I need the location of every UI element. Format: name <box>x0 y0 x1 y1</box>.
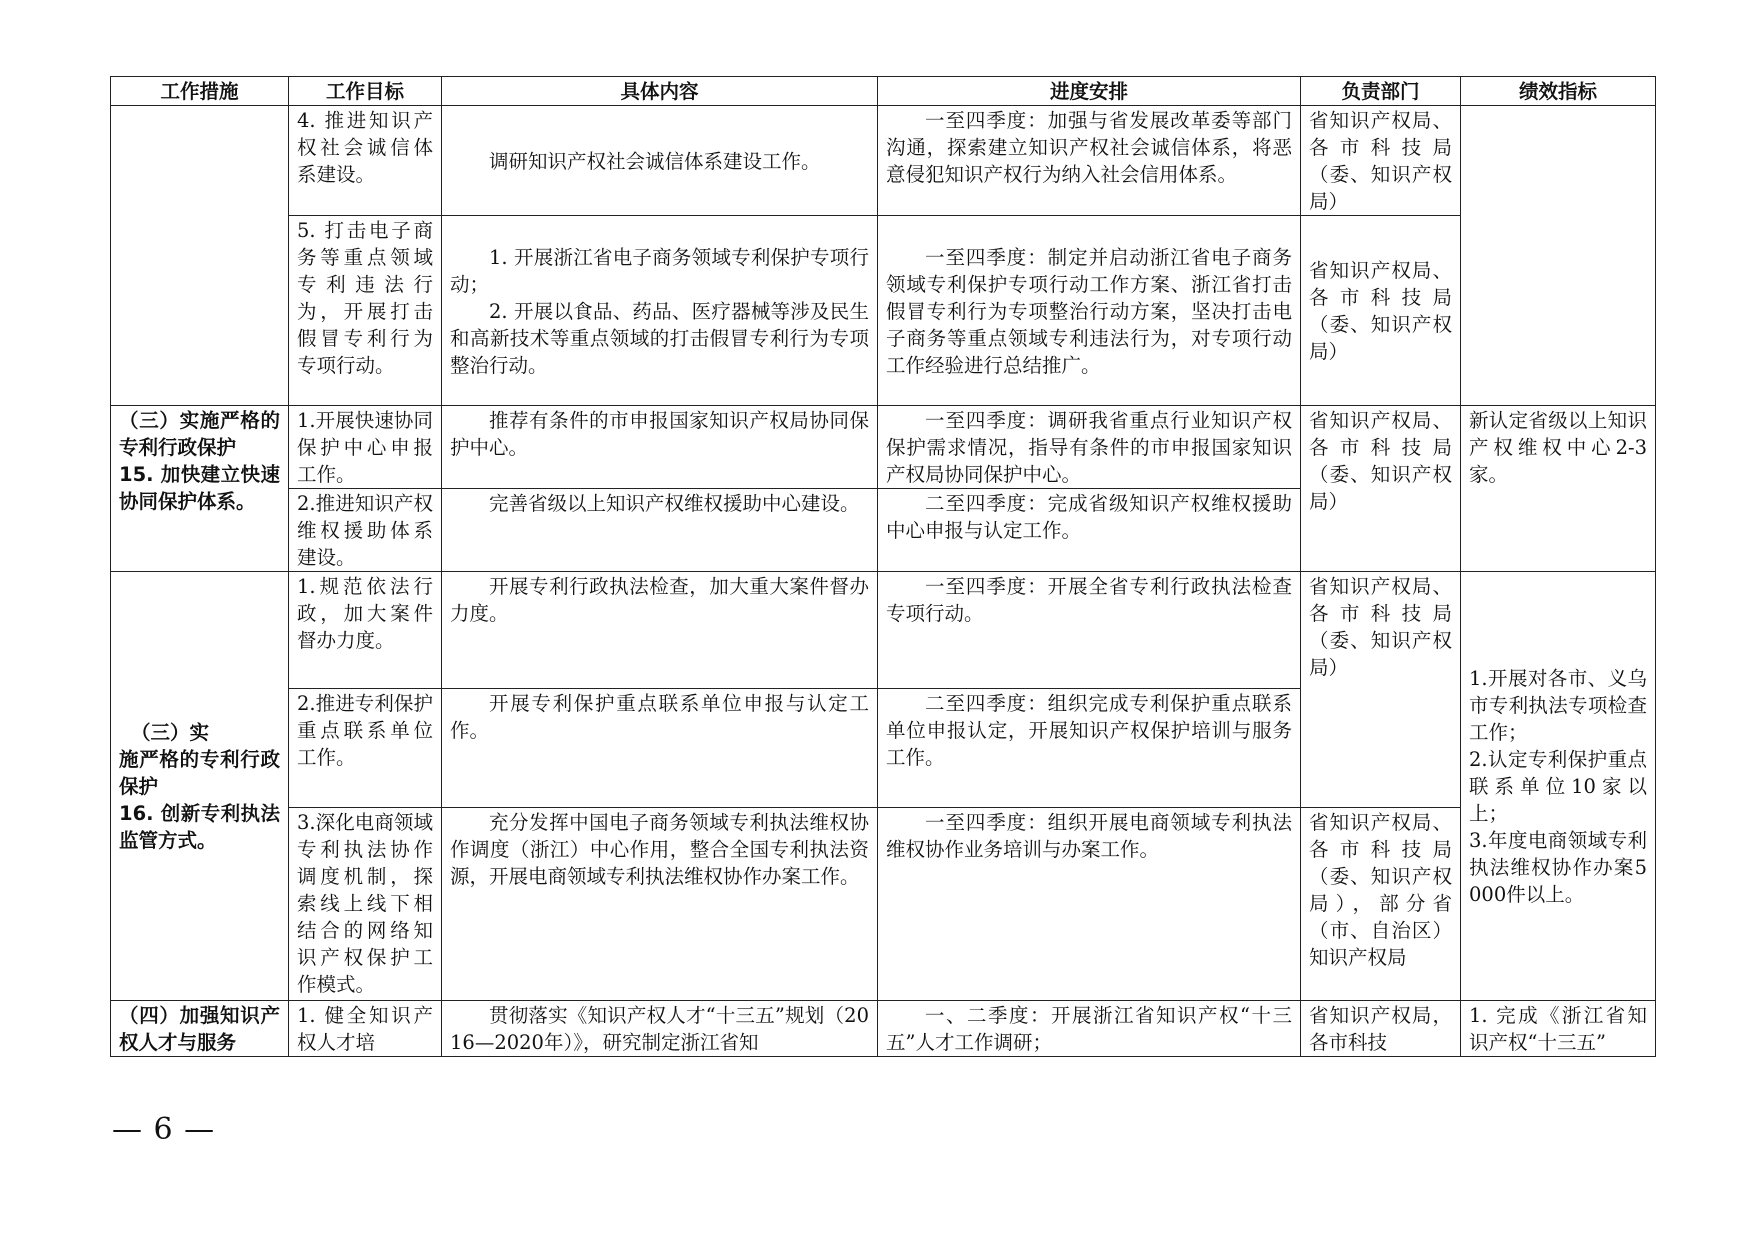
kpi-cell: 1. 完成《浙江省知识产权“十三五” <box>1461 1001 1656 1057</box>
schedule-cell: 一、二季度：开展浙江省知识产权“十三五”人才工作调研； <box>878 1001 1301 1057</box>
schedule-cell: 一至四季度：组织开展电商领域专利执法维权协作业务培训与办案工作。 <box>878 808 1301 1001</box>
goal-cell: 2.推进知识产权维权援助体系建设。 <box>289 489 442 572</box>
dept-cell: 省知识产权局，各市科技 <box>1301 1001 1461 1057</box>
content-cell: 开展专利行政执法检查，加大重大案件督办力度。 <box>442 572 878 689</box>
schedule-cell: 二至四季度：完成省级知识产权维权援助中心申报与认定工作。 <box>878 489 1301 572</box>
kpi-item: 2.认定专利保护重点联系单位10家以上； <box>1469 748 1647 825</box>
kpi-item: 1.开展对各市、义乌市专利执法专项检查工作； <box>1469 667 1647 744</box>
table-row <box>111 106 1656 216</box>
content-cell: 开展专利保护重点联系单位申报与认定工作。 <box>442 689 878 808</box>
measure-cell <box>111 572 289 1001</box>
measure-cell-continued <box>111 106 289 406</box>
measure-cell: （四）加强知识产权人才与服务 <box>111 1001 289 1057</box>
schedule-cell: 一至四季度：开展全省专利行政执法检查专项行动。 <box>878 572 1301 689</box>
kpi-item: 3.年度电商领域专利执法维权协作办案5000件以上。 <box>1469 829 1647 906</box>
kpi-cell: 新认定省级以上知识产权维权中心2-3家。 <box>1461 406 1656 572</box>
schedule-cell: 一至四季度：制定并启动浙江省电子商务领域专利保护专项行动工作方案、浙江省打击假冒专利行为专项整治行动方案，坚决打击电子商务等重点领域专利违法行为，对专项行动工作经验进行总结推广。 <box>878 216 1301 406</box>
table-row <box>111 216 1656 406</box>
goal-cell: 4. 推进知识产权社会诚信体系建设。 <box>289 106 442 216</box>
goal-cell: 1. 健全知识产权人才培 <box>289 1001 442 1057</box>
content-cell: 推荐有条件的市申报国家知识产权局协同保护中心。 <box>442 406 878 489</box>
header-measure: 工作措施 <box>111 77 289 106</box>
measure-subtitle: 16. 创新专利执法监管方式。 <box>119 802 280 852</box>
measure-cell <box>111 406 289 572</box>
schedule-cell: 二至四季度：组织完成专利保护重点联系单位申报认定，开展知识产权保护培训与服务工作。 <box>878 689 1301 808</box>
table-row <box>111 406 1656 489</box>
goal-cell: 1.开展快速协同保护中心申报工作。 <box>289 406 442 489</box>
content-item: 2. 开展以食品、药品、医疗器械等涉及民生和高新技术等重点领域的打击假冒专利行为专项整治行动。 <box>450 299 869 377</box>
content-cell: 完善省级以上知识产权维权援助中心建设。 <box>442 489 878 572</box>
measure-subtitle: 15. 加快建立快速协同保护体系。 <box>119 463 280 513</box>
dept-cell: 省知识产权局、各市科技局（委、知识产权局） <box>1301 216 1461 406</box>
content-cell: 贯彻落实《知识产权人才“十三五”规划（2016—2020年）》，研究制定浙江省知 <box>442 1001 878 1057</box>
content-cell: 充分发挥中国电子商务领域专利执法维权协作调度（浙江）中心作用，整合全国专利执法资源，开展电商领域专利执法维权协作办案工作。 <box>442 808 878 1001</box>
content-cell <box>442 216 878 406</box>
table-row <box>111 1001 1656 1057</box>
header-goal: 工作目标 <box>289 77 442 106</box>
header-content: 具体内容 <box>442 77 878 106</box>
schedule-cell: 一至四季度：调研我省重点行业知识产权保护需求情况，指导有条件的市申报国家知识产权局协同保护中心。 <box>878 406 1301 489</box>
measure-title: （三）实 <box>131 721 210 744</box>
dept-cell: 省知识产权局、各市科技局（委、知识产权局） <box>1301 406 1461 572</box>
goal-cell: 3.深化电商领域专利执法协作调度机制，探索线上线下相结合的网络知识产权保护工作模式。 <box>289 808 442 1001</box>
table-row <box>111 572 1656 689</box>
content-item: 1. 开展浙江省电子商务领域专利保护专项行动； <box>450 245 869 296</box>
dept-cell: 省知识产权局、各市科技局（委、知识产权局） <box>1301 106 1461 216</box>
content-cell: 调研知识产权社会诚信体系建设工作。 <box>442 106 878 216</box>
header-kpi: 绩效指标 <box>1461 77 1656 106</box>
header-schedule: 进度安排 <box>878 77 1301 106</box>
measure-title: （三）实施严格的专利行政保护 <box>119 409 280 459</box>
table-header-row <box>111 77 1656 106</box>
goal-cell: 1.规范依法行政，加大案件督办力度。 <box>289 572 442 689</box>
kpi-cell-continued <box>1461 106 1656 406</box>
work-plan-table <box>110 76 1656 1057</box>
measure-title-cont: 施严格的专利行政保护 <box>119 748 280 798</box>
table-row <box>111 808 1656 1001</box>
page-number: — 6 — <box>112 1112 216 1147</box>
dept-cell: 省知识产权局、各市科技局（委、知识产权局） <box>1301 572 1461 808</box>
kpi-cell <box>1461 572 1656 1001</box>
goal-cell: 5. 打击电子商务等重点领域专利违法行为，开展打击假冒专利行为专项行动。 <box>289 216 442 406</box>
dept-cell: 省知识产权局、各市科技局（委、知识产权局），部分省（市、自治区）知识产权局 <box>1301 808 1461 1001</box>
schedule-cell: 一至四季度：加强与省发展改革委等部门沟通，探索建立知识产权社会诚信体系，将恶意侵犯知识产权行为纳入社会信用体系。 <box>878 106 1301 216</box>
goal-cell: 2.推进专利保护重点联系单位工作。 <box>289 689 442 808</box>
header-dept: 负责部门 <box>1301 77 1461 106</box>
